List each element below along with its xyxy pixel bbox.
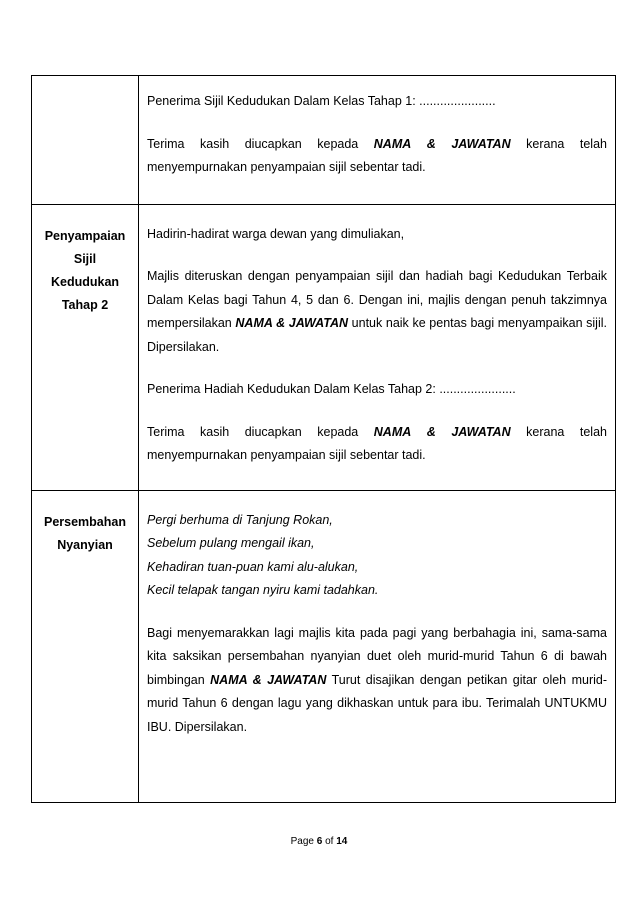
- table-row: [32, 204, 616, 490]
- label-cell: [32, 490, 139, 802]
- section-label: Persembahan Nyanyian: [44, 514, 126, 552]
- total-pages: 14: [336, 836, 348, 847]
- label-cell: [32, 76, 139, 205]
- pantun: [147, 509, 607, 603]
- recipient-line: Penerima Sijil Kedudukan Dalam Kelas Tahap 1: ......................: [147, 94, 496, 108]
- section-label: Penyampaian Sijil Kedudukan Tahap 2: [44, 228, 126, 312]
- name-placeholder: NAMA: [373, 136, 412, 151]
- label-cell: [32, 204, 139, 490]
- content-cell: [139, 76, 616, 205]
- pantun-line: Sebelum pulang mengail ikan,: [147, 536, 315, 550]
- thanks-line-1: Terima kasih diucapkan kepada NAMA & JAWATAN kerana telah: [147, 421, 607, 445]
- content-cell: [139, 490, 616, 802]
- table-row: [32, 76, 616, 205]
- table-row: [32, 490, 616, 802]
- content-cell: [139, 204, 616, 490]
- name-placeholder: NAMA: [373, 424, 412, 439]
- program-script-table: [31, 75, 616, 803]
- thanks-line-2: menyempurnakan penyampaian sijil sebentar tadi.: [147, 160, 426, 174]
- announcement: Majlis diteruskan dengan penyampaian sijil dan hadiah bagi Kedudukan Terbaik Dalam Kelas bagi Tahun 4, 5 dan 6. Dengan ini, majlis dengan penuh takzimnya mempersilakan NAMA & JAWATAN untuk naik ke pentas bagi menyampaikan sijil. Dipersilakan.: [147, 269, 607, 354]
- recipient-line: Penerima Hadiah Kedudukan Dalam Kelas Tahap 2: ......................: [147, 382, 516, 396]
- position-placeholder: JAWATAN: [451, 424, 511, 439]
- name-placeholder: NAMA & JAWATAN: [235, 316, 349, 330]
- thanks-line-1: Terima kasih diucapkan kepada NAMA & JAWATAN kerana telah: [147, 133, 607, 157]
- pantun-line: Pergi berhuma di Tanjung Rokan,: [147, 512, 333, 527]
- pantun-line: Kecil telapak tangan nyiru kami tadahkan.: [147, 583, 379, 597]
- page-footer: Page 6 of 14: [290, 836, 348, 847]
- thanks-line-2: menyempurnakan penyampaian sijil sebentar tadi.: [147, 448, 426, 462]
- current-page: 6: [316, 836, 323, 847]
- position-placeholder: JAWATAN: [451, 136, 511, 151]
- greeting: Hadirin-hadirat warga dewan yang dimuliakan,: [147, 226, 405, 241]
- name-placeholder: NAMA & JAWATAN: [210, 672, 327, 687]
- pantun-line: Kehadiran tuan-puan kami alu-alukan,: [147, 559, 359, 574]
- performance-intro: Bagi menyemarakkan lagi majlis kita pada pagi yang berbahagia ini, sama-sama kita saksikan persembahan nyanyian duet oleh murid-murid Tahun 6 di bawah bimbingan NAMA & JAWATAN Turut disajikan dengan petikan gitar oleh murid-murid Tahun 6 dengan lagu yang dikhaskan untuk para ibu. Terimalah UNTUKMU IBU. Dipersilakan.: [147, 625, 608, 734]
